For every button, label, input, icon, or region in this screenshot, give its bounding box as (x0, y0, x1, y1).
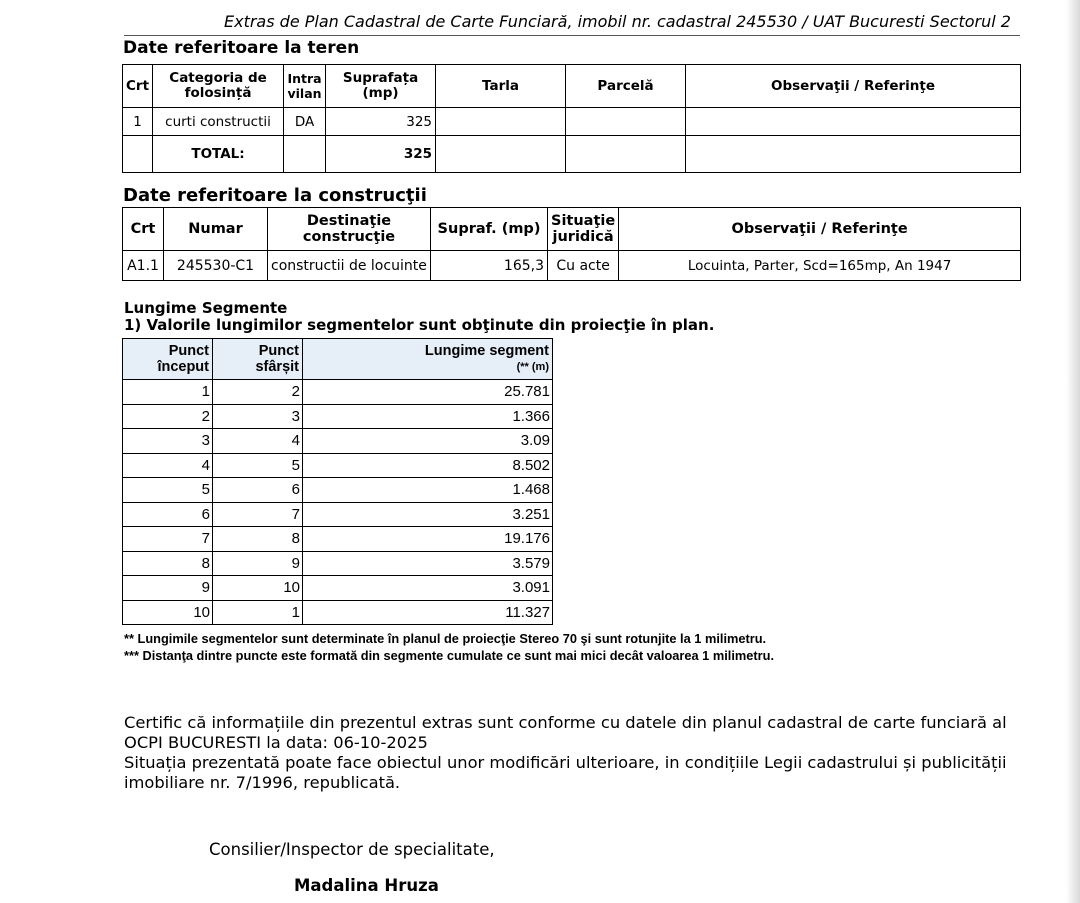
segment-length: 1.468 (303, 478, 553, 503)
constructii-col-observatii: Observaţii / Referinţe (619, 208, 1021, 251)
segment-length: 1.366 (303, 404, 553, 429)
segment-end: 2 (213, 380, 303, 405)
table-row (123, 551, 553, 576)
segment-start: 3 (123, 429, 213, 454)
segmente-subtitle: 1) Valorile lungimilor segmentelor sunt obţinute din proiecţie în plan. (124, 316, 715, 334)
segment-length: 3.09 (303, 429, 553, 454)
segment-start: 7 (123, 527, 213, 552)
constructii-numar: 245530-C1 (164, 251, 268, 281)
teren-observatii (686, 108, 1021, 136)
constructii-col-numar: Numar (164, 208, 268, 251)
teren-col-suprafata: Suprafața (mp) (326, 65, 436, 108)
teren-col-intravilan: Intra vilan (284, 65, 326, 108)
certification-text-2: Situația prezentată poate face obiectul unor modificări ulterioare, in condițiile Legii cadastrului și publicității imobiliare nr. 7/1996, republicată. (124, 753, 1007, 792)
table-row (123, 404, 553, 429)
teren-tarla (436, 108, 566, 136)
segment-end: 7 (213, 502, 303, 527)
teren-total-empty4 (566, 136, 686, 173)
segment-length: 3.251 (303, 502, 553, 527)
segment-end: 10 (213, 576, 303, 601)
segmente-col-start: Punct început (123, 339, 213, 380)
segment-start: 4 (123, 453, 213, 478)
segment-end: 1 (213, 600, 303, 625)
segment-length: 25.781 (303, 380, 553, 405)
table-row (123, 478, 553, 503)
segment-start: 10 (123, 600, 213, 625)
teren-total-label: TOTAL: (153, 136, 284, 173)
teren-table (122, 64, 1021, 173)
segment-end: 5 (213, 453, 303, 478)
teren-crt: 1 (123, 108, 153, 136)
table-row (123, 429, 553, 454)
table-row (123, 600, 553, 625)
segment-start: 2 (123, 404, 213, 429)
segment-start: 8 (123, 551, 213, 576)
segment-end: 9 (213, 551, 303, 576)
table-row (123, 380, 553, 405)
teren-total-empty (123, 136, 153, 173)
table-row (123, 453, 553, 478)
segment-end: 4 (213, 429, 303, 454)
teren-header-row (123, 65, 1021, 108)
segmente-col-length-label: Lungime segment (424, 343, 549, 359)
certification-text-1: Certific că informațiile din prezentul extras sunt conforme cu datele din planul cadastral de carte funciară al OCPI BUCURESTI la data: 06-10-2025 (124, 713, 1007, 752)
segment-end: 8 (213, 527, 303, 552)
page-edge-shadow (1066, 0, 1080, 903)
table-row (123, 527, 553, 552)
segment-start: 1 (123, 380, 213, 405)
constructii-table (122, 207, 1021, 281)
segmente-body (123, 380, 553, 625)
signer-role: Consilier/Inspector de specialitate, (209, 840, 495, 859)
teren-row (123, 108, 1021, 136)
segment-length: 19.176 (303, 527, 553, 552)
constructii-crt: A1.1 (123, 251, 164, 281)
table-row (123, 502, 553, 527)
segment-end: 3 (213, 404, 303, 429)
segmente-col-length-unit: (** (m) (516, 361, 549, 373)
segmente-table (122, 338, 553, 625)
segment-start: 5 (123, 478, 213, 503)
constructii-col-supraf: Supraf. (mp) (431, 208, 548, 251)
teren-total-value: 325 (326, 136, 436, 173)
teren-intravilan: DA (284, 108, 326, 136)
segment-length: 8.502 (303, 453, 553, 478)
segment-start: 6 (123, 502, 213, 527)
segment-start: 9 (123, 576, 213, 601)
signer-name: Madalina Hruza (294, 876, 439, 895)
document-header: Extras de Plan Cadastral de Carte Funciară, imobil nr. cadastral 245530 / UAT Bucuresti Sectorul 2 (224, 12, 1011, 31)
segmente-col-length (303, 339, 553, 380)
constructii-header-row (123, 208, 1021, 251)
teren-suprafata: 325 (326, 108, 436, 136)
constructii-col-destinatie: Destinaţie construcţie (268, 208, 431, 251)
teren-col-parcela: Parcelă (566, 65, 686, 108)
constructii-situatie: Cu acte (548, 251, 619, 281)
teren-col-tarla: Tarla (436, 65, 566, 108)
teren-total-row (123, 136, 1021, 173)
constructii-section-title: Date referitoare la construcţii (123, 185, 427, 206)
constructii-destinatie: constructii de locuinte (268, 251, 431, 281)
constructii-col-situatie: Situaţie juridică (548, 208, 619, 251)
segment-length: 3.091 (303, 576, 553, 601)
segmente-title: Lungime Segmente (124, 299, 288, 317)
segmente-note-2: *** Distanţa dintre puncte este formată din segmente cumulate ce sunt mai mici decât valoarea 1 milimetru. (124, 648, 775, 663)
segment-length: 3.579 (303, 551, 553, 576)
constructii-observatii: Locuinta, Parter, Scd=165mp, An 1947 (619, 251, 1021, 281)
segmente-note-1: ** Lungimile segmentelor sunt determinate în planul de proiecţie Stereo 70 şi sunt rotunjite la 1 milimetru. (124, 631, 767, 646)
teren-categoria: curti constructii (153, 108, 284, 136)
segmente-notes (124, 630, 774, 664)
certification-block (124, 713, 1044, 793)
teren-col-categoria: Categoria de folosință (153, 65, 284, 108)
constructii-supraf: 165,3 (431, 251, 548, 281)
segmente-col-end: Punct sfârșit (213, 339, 303, 380)
constructii-row (123, 251, 1021, 281)
teren-parcela (566, 108, 686, 136)
table-row (123, 576, 553, 601)
segment-end: 6 (213, 478, 303, 503)
teren-total-empty2 (284, 136, 326, 173)
header-rule (124, 35, 1020, 36)
segmente-header-row (123, 339, 553, 380)
constructii-col-crt: Crt (123, 208, 164, 251)
teren-total-empty5 (686, 136, 1021, 173)
teren-col-crt: Crt (123, 65, 153, 108)
teren-section-title: Date referitoare la teren (123, 38, 360, 58)
teren-col-observatii: Observaţii / Referinţe (686, 65, 1021, 108)
segment-length: 11.327 (303, 600, 553, 625)
teren-total-empty3 (436, 136, 566, 173)
